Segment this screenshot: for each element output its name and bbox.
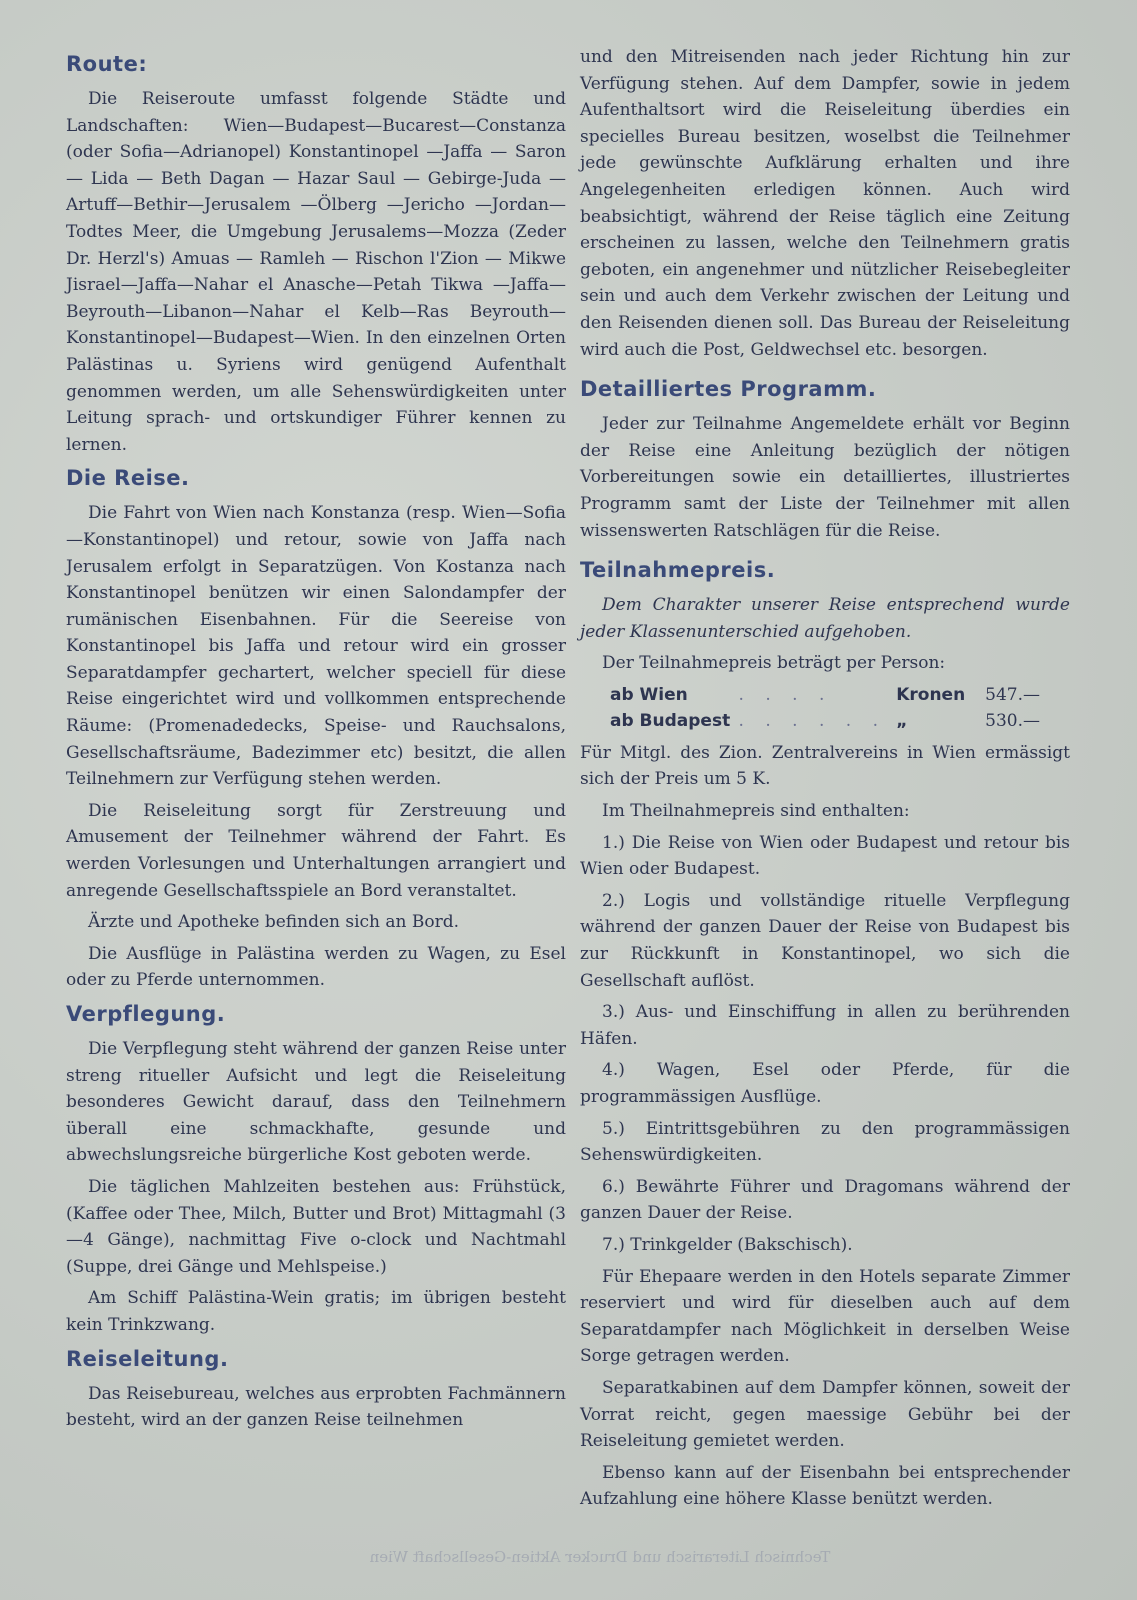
- reiseleitung-heading: Reiseleitung.: [66, 1346, 229, 1371]
- programm-heading: Detailliertes Programm.: [580, 377, 877, 402]
- price-from: ab Budapest: [610, 710, 731, 731]
- included-item: 1.) Die Reise von Wien oder Budapest und retour bis Wien oder Budapest.: [580, 832, 1070, 880]
- printer-imprint: Technisch Literarisch und Drucker Aktien-Gesellschaft Wien: [369, 1548, 831, 1566]
- preis-heading: Teilnahmepreis.: [580, 558, 776, 583]
- route-heading: Route:: [66, 52, 148, 76]
- included-item: 3.) Aus- und Einschiffung in allen zu berührenden Häfen.: [580, 1002, 1070, 1049]
- included-heading: Im Theilnahmepreis sind enthalten:: [602, 801, 910, 822]
- price-amount: 530.—: [985, 710, 1040, 731]
- price-dots: . . . .: [738, 684, 833, 705]
- reise-paragraph-1: Die Fahrt von Wien nach Konstanza (resp. Wien—Sofia—Konstantinopel) und retour, sowie von Jaffa nach Jerusalem erfolgt in Separatzügen. Von Kostanza nach Konstantinopel benützen wir einen Salondampfer der rumänischen Eisenbahnen. Für die Seereise von Konstantinopel bis Jaffa und retour wird ein grosser Separatdampfer gechartert, welcher speciell für diese Reise eingerichtet wird und vollkommen entsprechende Räume: (Promenadedecks, Speise- und Rauchsalons, Gesellschaftsräume, Badezimmer etc) besitzt, die allen Teilnehmern zur Verfügung stehen werden.: [66, 503, 566, 790]
- price-dots: . . . . . .: [738, 710, 886, 731]
- included-item: 4.) Wagen, Esel oder Pferde, für die programmässigen Ausflüge.: [580, 1060, 1070, 1107]
- price-row: [610, 708, 1040, 734]
- preis-italic-note: Dem Charakter unserer Reise entsprechend wurde jeder Klassenunterschied aufgehoben.: [580, 595, 1070, 642]
- reise-paragraph-2: Die Reiseleitung sorgt für Zerstreuung und Amusement der Teilnehmer während der Fahrt. Es werden Vorlesungen und Unterhaltungen arrangiert und anregende Gesellschaftsspiele an Bord veranstaltet.: [66, 800, 566, 901]
- included-item: 5.) Eintrittsgebühren zu den programmässigen Sehenswürdigkeiten.: [580, 1118, 1070, 1166]
- member-discount: Für Mitgl. des Zion. Zentralvereins in Wien ermässigt sich der Preis um 5 K.: [580, 742, 1070, 790]
- eisenbahn-paragraph: Ebenso kann auf der Eisenbahn bei entsprechender Aufzahlung eine höhere Klasse benützt werden.: [580, 1462, 1070, 1510]
- verpflegung-paragraph-2: Die täglichen Mahlzeiten bestehen aus: Frühstück, (Kaffee oder Thee, Milch, Butter und Brot) Mittagmahl (3—4 Gänge), nachmittag Five o-clock und Nachtmahl (Suppe, drei Gänge und Mehlspeise.): [66, 1176, 566, 1277]
- price-from: ab Wien: [610, 684, 688, 705]
- preis-intro: Der Teilnahmepreis beträgt per Person:: [602, 653, 946, 674]
- included-item: 6.) Bewährte Führer und Dragomans während der ganzen Dauer der Reise.: [580, 1176, 1070, 1224]
- price-currency: Kronen: [896, 684, 966, 705]
- included-item: 7.) Trinkgelder (Bakschisch).: [602, 1234, 853, 1255]
- price-table: [610, 682, 1040, 734]
- price-currency: „: [896, 710, 908, 731]
- ehepaare-paragraph: Für Ehepaare werden in den Hotels separate Zimmer reserviert und wird für dieselben auch auf dem Separatdampfer nach Möglichkeit in derselben Weise Sorge getragen werden.: [580, 1266, 1070, 1367]
- price-row: [610, 682, 1040, 708]
- reise-paragraph-3: Ärzte und Apotheke befinden sich an Bord.: [88, 912, 460, 933]
- verpflegung-paragraph-3: Am Schiff Palästina-Wein gratis; im übrigen besteht kein Trinkzwang.: [66, 1288, 566, 1335]
- kabinen-paragraph: Separatkabinen auf dem Dampfer können, soweit der Vorrat reicht, gegen maessige Gebühr bei der Reiseleitung gemietet werden.: [580, 1377, 1070, 1452]
- reise-heading: Die Reise.: [66, 466, 190, 491]
- price-amount: 547.—: [985, 684, 1040, 705]
- continuation-paragraph: und den Mitreisenden nach jeder Richtung hin zur Verfügung stehen. Auf dem Dampfer, sowie in jedem Aufenthaltsort wird die Reiseleitung überdies ein specielles Bureau besitzen, woselbst die Teilnehmer jede gewünschte Aufklärung erhalten und ihre Angelegenheiten erledigen können. Auch wird beabsichtigt, während der Reise täglich eine Zeitung erscheinen zu lassen, welche den Teilnehmern gratis geboten, ein angenehmer und nützlicher Reisebegleiter sein und auch dem Verkehr zwischen der Leitung und den Reisenden dienen soll. Das Bureau der Reiseleitung wird auch die Post, Geldwechsel etc. besorgen.: [580, 47, 1070, 360]
- right-column: [580, 44, 1070, 1518]
- programm-paragraph: Jeder zur Teilnahme Angemeldete erhält vor Beginn der Reise eine Anleitung bezüglich der nötigen Vorbereitungen sowie ein detailliertes, illustriertes Programm samt der Liste der Teilnehmer mit allen wissenswerten Ratschlägen für die Reise.: [580, 414, 1070, 541]
- reiseleitung-paragraph: Das Reisebureau, welches aus erprobten Fachmännern besteht, wird an der ganzen Reise teilnehmen: [66, 1383, 566, 1431]
- reise-paragraph-4: Die Ausflüge in Palästina werden zu Wagen, zu Esel oder zu Pferde unternommen.: [66, 943, 566, 991]
- verpflegung-paragraph-1: Die Verpflegung steht während der ganzen Reise unter streng ritueller Aufsicht und legt die Reiseleitung besonderes Gewicht darauf, dass den Teilnehmern überall eine schmackhafte, gesunde und abwechslungsreiche bürgerliche Kost geboten werde.: [66, 1039, 566, 1166]
- verpflegung-heading: Verpflegung.: [66, 1002, 226, 1026]
- left-column: [66, 44, 566, 1439]
- route-text: Die Reiseroute umfasst folgende Städte und Landschaften: Wien—Budapest—Bucarest—Constanza (oder Sofia—Adrianopel) Konstantinopel —Jaffa — Saron— Lida — Beth Dagan — Hazar Saul — Gebirge-Juda —Artuff—Bethir—Jerusalem —Ölberg —Jericho —Jordan—Todtes Meer, die Umgebung Jerusalems—Mozza (Zeder Dr. Herzl's) Amuas — Ramleh — Rischon l'Zion — Mikwe Jisrael—Jaffa—Nahar el Anasche—Petah Tikwa —Jaffa—Beyrouth—Libanon—Nahar el Kelb—Ras Beyrouth—Konstantinopel—Budapest—Wien. In den einzelnen Orten Palästinas u. Syriens wird genügend Aufenthalt genommen werden, um alle Sehenswürdigkeiten unter Leitung sprach- und ortskundiger Führer kennen zu lernen.: [66, 89, 566, 455]
- included-item: 2.) Logis und vollständige rituelle Verpflegung während der ganzen Dauer der Reise von Budapest bis zur Rückkunft in Konstantinopel, wo sich die Gesellschaft auflöst.: [580, 890, 1070, 991]
